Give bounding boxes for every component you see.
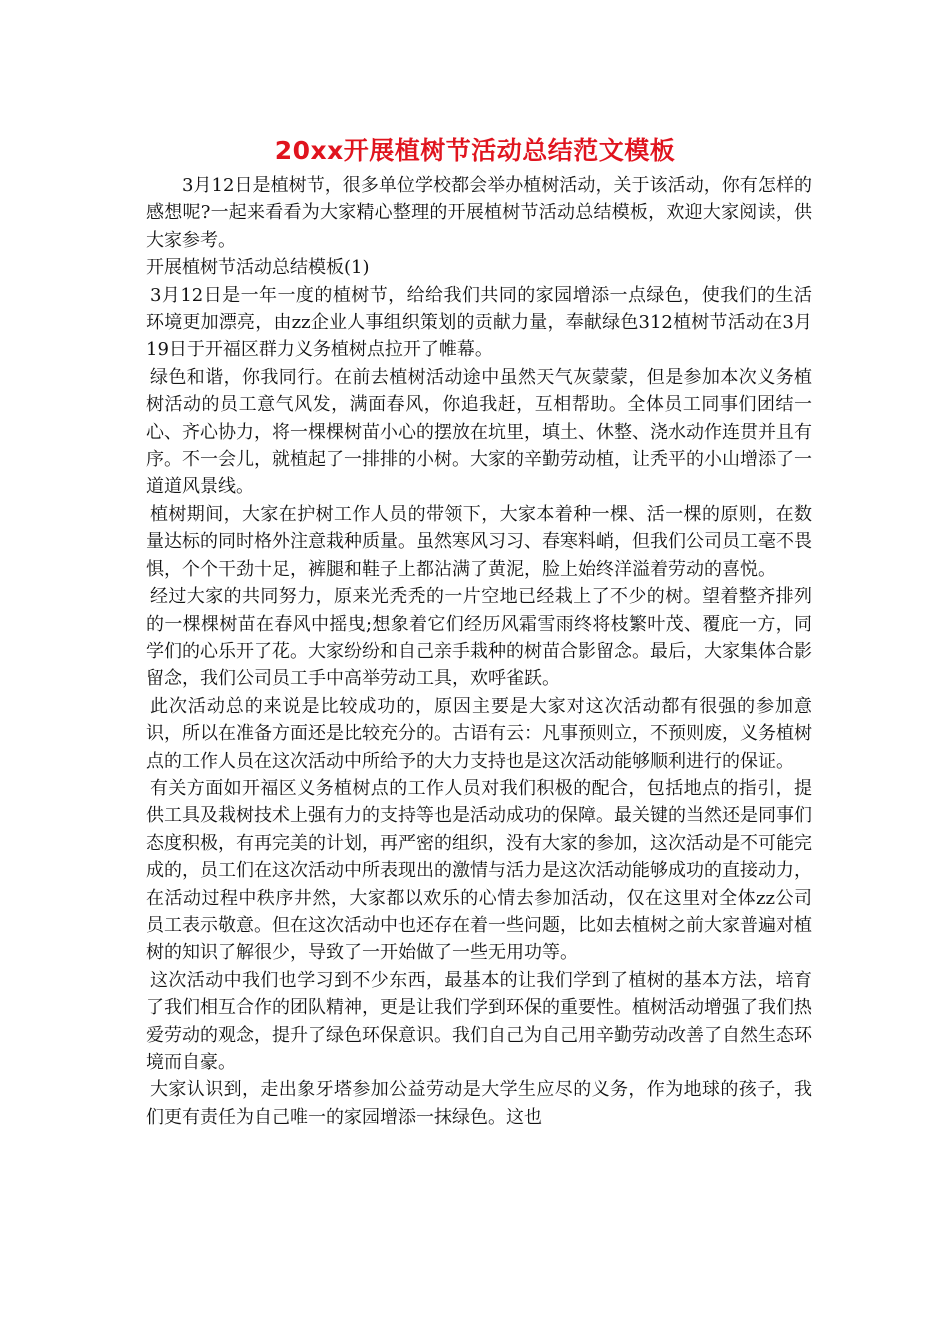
body-paragraph: 绿色和谐，你我同行。在前去植树活动途中虽然天气灰蒙蒙，但是参加本次义务植树活动的员工意气风发，满面春风，你追我赶，互相帮助。全体员工同事们团结一心、齐心协力，将一棵棵树苗小心的摆放在坑里，填土、休整、浇水动作连贯并且有序。不一会儿，就植起了一排排的小树。大家的辛勤劳动植，让秃平的小山增添了一道道风景线。: [146, 366, 812, 498]
body-paragraph: 3月12日是一年一度的植树节，给给我们共同的家园增添一点绿色，使我们的生活环境更加漂亮，由zz企业人事组织策划的贡献力量，奉献绿色312植树节活动在3月19日于开福区群力义务植树点拉开了帷幕。: [146, 284, 812, 361]
body-paragraph: 植树期间，大家在护树工作人员的带领下，大家本着种一棵、活一棵的原则，在数量达标的同时格外注意栽种质量。虽然寒风习习、春寒料峭，但我们公司员工毫不畏惧，个个干劲十足，裤腿和鞋子上都沾满了黄泥，脸上始终洋溢着劳动的喜悦。: [146, 503, 812, 580]
document-body: [146, 172, 812, 1131]
body-paragraph: 这次活动中我们也学习到不少东西，最基本的让我们学到了植树的基本方法，培育了我们相互合作的团队精神，更是让我们学到环保的重要性。植树活动增强了我们热爱劳动的观念，提升了绿色环保意识。我们自己为自己用辛勤劳动改善了自然生态环境而自豪。: [146, 969, 812, 1073]
body-paragraph: 此次活动总的来说是比较成功的，原因主要是大家对这次活动都有很强的参加意识，所以在准备方面还是比较充分的。古语有云：凡事预则立，不预则废，义务植树点的工作人员在这次活动中所给予的大力支持也是这次活动能够顺利进行的保证。: [146, 695, 812, 772]
intro-paragraph: 3月12日是植树节，很多单位学校都会举办植树活动，关于该活动，你有怎样的感想呢?一起来看看为大家精心整理的开展植树节活动总结模板，欢迎大家阅读，供大家参考。: [146, 175, 812, 251]
body-paragraph: 经过大家的共同努力，原来光秃秃的一片空地已经栽上了不少的树。望着整齐排列的一棵棵树苗在春风中摇曳;想象着它们经历风霜雪雨终将枝繁叶茂、覆庇一方，同学们的心乐开了花。大家纷纷和自己亲手栽种的树苗合影留念。最后，大家集体合影留念，我们公司员工手中高举劳动工具，欢呼雀跃。: [146, 586, 812, 690]
body-paragraph: 有关方面如开福区义务植树点的工作人员对我们积极的配合，包括地点的指引，提供工具及栽树技术上强有力的支持等也是活动成功的保障。最关键的当然还是同事们态度积极，有再完美的计划，再严密的组织，没有大家的参加，这次活动是不可能完成的，员工们在这次活动中所表现出的激情与活力是这次活动能够成功的直接动力，在活动过程中秩序井然，大家都以欢乐的心情去参加活动，仅在这里对全体zz公司员工表示敬意。但在这次活动中也还存在着一些问题，比如去植树之前大家普遍对植树的知识了解很少，导致了一开始做了一些无用功等。: [146, 777, 812, 964]
section-heading: 开展植树节活动总结模板(1): [146, 257, 370, 279]
body-paragraph: 大家认识到，走出象牙塔参加公益劳动是大学生应尽的义务，作为地球的孩子，我们更有责任为自己唯一的家园增添一抹绿色。这也: [146, 1079, 812, 1128]
document-title: 20xx开展植树节活动总结范文模板: [274, 136, 676, 165]
